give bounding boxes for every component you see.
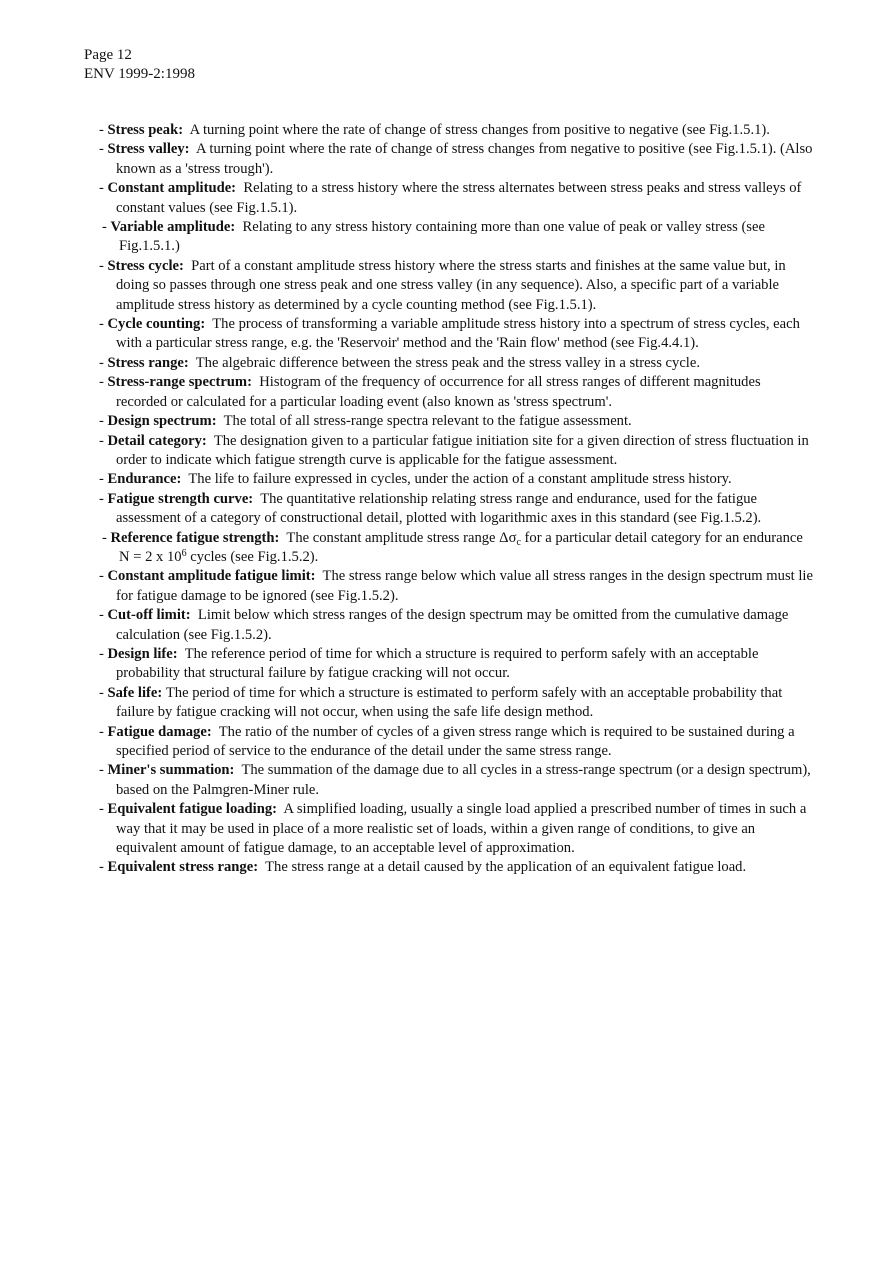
definition-term: Stress range: xyxy=(107,354,189,371)
superscript: 6 xyxy=(181,547,187,559)
definition-term: Design spectrum: xyxy=(107,413,217,430)
definition-text: A turning point where the rate of change of stress changes from positive to negative (see Fig.1.5.1). xyxy=(189,122,770,138)
definition-text: The life to failure expressed in cycles, under the action of a constant amplitude stress history. xyxy=(188,471,732,488)
definition-term: Constant amplitude fatigue limit: xyxy=(107,568,316,585)
definition-text: A turning point where the rate of change of stress changes from negative to positive (see Fig.1.5.1). (Also known as a 'stress trough'). xyxy=(116,141,813,177)
definition-term: Miner's summation: xyxy=(107,762,235,779)
definitions-list xyxy=(99,121,815,878)
definition-term: Design life: xyxy=(107,645,178,662)
definition-text: Limit below which stress ranges of the design spectrum may be omitted from the cumulative damage calculation (see Fig.1.5.2). xyxy=(116,607,789,643)
subscript: c xyxy=(516,536,521,548)
definition-term: Fatigue damage: xyxy=(107,723,212,740)
definition-equivalent-stress-range: - Equivalent stress range: The stress range at a detail caused by the application of an equivalent fatigue load. xyxy=(99,859,747,876)
definition-term: Stress-range spectrum: xyxy=(107,374,252,391)
definition-term: Stress valley: xyxy=(107,141,190,158)
definition-term: Safe life: xyxy=(107,684,163,701)
definition-text: Relating to a stress history where the stress alternates between stress peaks and stress valleys of constant values (see Fig.1.5.1). xyxy=(116,180,802,216)
definition-variable-amplitude: - Variable amplitude: Relating to any stress history containing more than one value of peak or valley stress (see Fig.1.5.1.) xyxy=(102,219,765,255)
definition-text: Histogram of the frequency of occurrence for all stress ranges of different magnitudes recorded or calculated for a particular loading event (also known as 'stress spectrum'. xyxy=(116,374,761,410)
definition-text: The reference period of time for which a structure is required to perform safely with an acceptable probability that structural failure by fatigue cracking will not occur. xyxy=(116,645,759,682)
definition-term: Variable amplitude: xyxy=(110,219,236,236)
definition-design-life: - Design life: The reference period of time for which a structure is required to perform safely with an acceptable probability that structural failure by fatigue cracking will not occur. xyxy=(99,645,759,682)
definition-text: The period of time for which a structure is estimated to perform safely with an acceptable probability that failure by fatigue cracking will not occur, when using the safe life design method. xyxy=(116,684,783,721)
definition-term: Cut-off limit: xyxy=(107,607,191,624)
definition-text: The summation of the damage due to all cycles in a stress-range spectrum (or a design spectrum), based on the Palmgren-Miner rule. xyxy=(116,762,811,798)
definition-term: Endurance: xyxy=(107,471,182,488)
definition-text-part: for a particular detail category for an endurance N = 2 x 10 xyxy=(119,529,803,565)
definition-text: The quantitative relationship relating stress range and endurance, used for the fatigue assessment of a category of constructional detail, plotted with logarithmic axes in this standard (see Fig.1.5.2). xyxy=(116,490,762,527)
definition-equivalent-fatigue-loading: - Equivalent fatigue loading: A simplified loading, usually a single load applied a prescribed number of times in such a way that it may be used in place of a more realistic set of loads, within a given range of conditions, to give an equivalent amount of fatigue damage, to an acceptable level of approximation. xyxy=(99,801,807,857)
definition-text: The algebraic difference between the stress peak and the stress valley in a stress cycle. xyxy=(195,354,700,371)
definition-text-part: cycles (see Fig.1.5.2). xyxy=(186,548,319,565)
definition-safe-life: - Safe life: The period of time for which a structure is estimated to perform safely with an acceptable probability that failure by fatigue cracking will not occur, when using the safe life design method. xyxy=(99,684,783,721)
definition-text: The ratio of the number of cycles of a given stress range which is required to be sustained during a specified period of service to the endurance of the detail under the same stress range. xyxy=(116,723,795,759)
definition-stress-valley: - Stress valley: A turning point where the rate of change of stress changes from negative to positive (see Fig.1.5.1). (Also known as a 'stress trough'). xyxy=(99,141,813,177)
definition-miners-summation: - Miner's summation: The summation of the damage due to all cycles in a stress-range spectrum (or a design spectrum), based on the Palmgren-Miner rule. xyxy=(99,762,811,798)
definition-term: Equivalent stress range: xyxy=(107,859,259,876)
definition-constant-amplitude-fatigue-limit: - Constant amplitude fatigue limit: The stress range below which value all stress ranges in the design spectrum must lie for fatigue damage to be ignored (see Fig.1.5.2). xyxy=(99,568,813,604)
definition-text: Part of a constant amplitude stress history where the stress starts and finishes at the same value but, in doing so passes through one stress peak and one stress valley (in any sequence). Also, a specific part of a variable amplitude stress history as determined by a cycle counting method (see Fig.1.5.1). xyxy=(116,257,786,313)
definition-fatigue-strength-curve: - Fatigue strength curve: The quantitative relationship relating stress range and endurance, used for the fatigue assessment of a category of constructional detail, plotted with logarithmic axes in this standard (see Fig.1.5.2). xyxy=(99,490,762,527)
definition-stress-peak: - Stress peak: A turning point where the rate of change of stress changes from positive to negative (see Fig.1.5.1). xyxy=(99,122,770,138)
definition-constant-amplitude: - Constant amplitude: Relating to a stress history where the stress alternates between stress peaks and stress valleys of constant values (see Fig.1.5.1). xyxy=(99,180,802,216)
definition-term: Stress cycle: xyxy=(107,257,184,274)
definition-stress-range-spectrum: - Stress-range spectrum: Histogram of the frequency of occurrence for all stress ranges of different magnitudes recorded or calculated for a particular loading event (also known as 'stress spectrum'. xyxy=(99,374,761,410)
definition-stress-cycle: - Stress cycle: Part of a constant amplitude stress history where the stress starts and finishes at the same value but, in doing so passes through one stress peak and one stress valley (in any sequence). Also, a specific part of a variable amplitude stress history as determined by a cycle counting method (see Fig.1.5.1). xyxy=(99,257,786,313)
definition-text: The process of transforming a variable amplitude stress history into a spectrum of stress cycles, each with a particular stress range, e.g. the 'Reservoir' method and the 'Rain flow' method (see Fig.4.4.1). xyxy=(116,316,800,352)
definition-fatigue-damage: - Fatigue damage: The ratio of the number of cycles of a given stress range which is required to be sustained during a specified period of service to the endurance of the detail under the same stress range. xyxy=(99,723,795,759)
definition-endurance: - Endurance: The life to failure expressed in cycles, under the action of a constant amplitude stress history. xyxy=(99,471,732,488)
page-number: Page 12 xyxy=(84,47,132,63)
definition-term: Detail category: xyxy=(107,432,207,449)
standard-reference: ENV 1999-2:1998 xyxy=(84,66,195,82)
definition-text: The designation given to a particular fatigue initiation site for a given direction of stress fluctuation in order to indicate which fatigue strength curve is applicable for the fatigue assessment. xyxy=(116,432,809,468)
definition-term: Cycle counting: xyxy=(107,316,206,333)
definition-design-spectrum: - Design spectrum: The total of all stress-range spectra relevant to the fatigue assessment. xyxy=(99,413,632,430)
definition-stress-range: - Stress range: The algebraic difference between the stress peak and the stress valley in a stress cycle. xyxy=(99,354,700,371)
definition-text: The total of all stress-range spectra relevant to the fatigue assessment. xyxy=(223,413,632,430)
definition-text: A simplified loading, usually a single load applied a prescribed number of times in such a way that it may be used in place of a more realistic set of loads, within a given range of conditions, to give an equivalent amount of fatigue damage, to an acceptable level of approximation. xyxy=(116,801,807,857)
definition-reference-fatigue-strength: - Reference fatigue strength: The constant amplitude stress range $\Delta\sigma_c$ for a particular detail category for an endurance N = 2 x $10^6$ cycles (see Fig.1.5.2). xyxy=(102,529,803,565)
definition-cycle-counting: - Cycle counting: The process of transforming a variable amplitude stress history into a spectrum of stress cycles, each with a particular stress range, e.g. the 'Reservoir' method and the 'Rain flow' method (see Fig.4.4.1). xyxy=(99,316,800,352)
definition-detail-category: - Detail category: The designation given to a particular fatigue initiation site for a given direction of stress fluctuation in order to indicate which fatigue strength curve is applicable for the fatigue assessment. xyxy=(99,432,809,468)
definition-term: Fatigue strength curve: xyxy=(107,490,254,507)
page-header xyxy=(84,46,195,84)
definition-term: Constant amplitude: xyxy=(107,180,237,197)
definition-cut-off-limit: - Cut-off limit: Limit below which stress ranges of the design spectrum may be omitted from the cumulative damage calculation (see Fig.1.5.2). xyxy=(99,607,789,643)
definition-term: Reference fatigue strength: xyxy=(110,529,280,546)
definition-text: The stress range at a detail caused by the application of an equivalent fatigue load. xyxy=(265,859,747,876)
definition-text: Relating to any stress history containing more than one value of peak or valley stress (see Fig.1.5.1.) xyxy=(119,219,765,255)
definition-term: Equivalent fatigue loading: xyxy=(107,801,277,818)
definition-term: Stress peak: xyxy=(107,122,184,138)
definition-text: The stress range below which value all stress ranges in the design spectrum must lie for fatigue damage to be ignored (see Fig.1.5.2). xyxy=(116,568,813,604)
definition-text-part: The constant amplitude stress range Δσ xyxy=(286,529,517,546)
